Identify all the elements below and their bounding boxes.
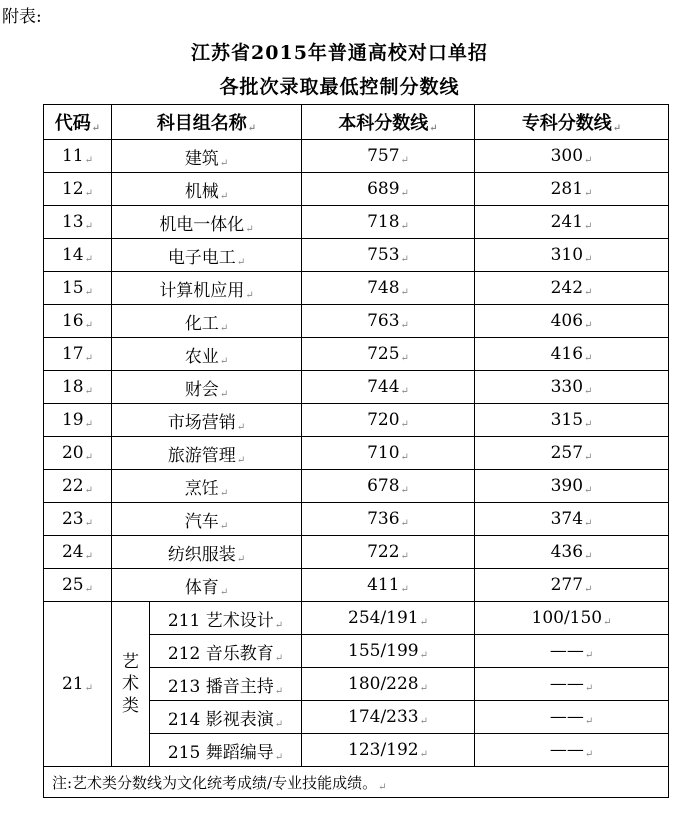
code-cell: 24↵ bbox=[44, 536, 112, 569]
art-category-label: 艺术类 bbox=[122, 652, 139, 716]
junior-score-cell: 241↵ bbox=[475, 206, 669, 239]
art-code-cell: 21↵ bbox=[44, 602, 112, 767]
group-name-cell: 旅游管理↵ bbox=[112, 437, 302, 470]
art-undergrad-score-cell: 254/191↵ bbox=[302, 602, 475, 635]
table-row bbox=[44, 536, 669, 569]
art-undergrad-score-cell: 174/233↵ bbox=[302, 701, 475, 734]
junior-score-cell: 310↵ bbox=[475, 239, 669, 272]
table-note: 注:艺术类分数线为文化统考成绩/专业技能成绩。↵ bbox=[44, 767, 669, 798]
group-name-cell: 电子电工↵ bbox=[112, 239, 302, 272]
code-cell: 16↵ bbox=[44, 305, 112, 338]
art-category-cell bbox=[112, 602, 150, 767]
junior-score-cell: 374↵ bbox=[475, 503, 669, 536]
art-undergrad-score-cell: 180/228↵ bbox=[302, 668, 475, 701]
code-cell: 19↵ bbox=[44, 404, 112, 437]
group-name-cell: 纺织服装↵ bbox=[112, 536, 302, 569]
undergrad-score-cell: 757↵ bbox=[302, 140, 475, 173]
art-subject-cell: 213 播音主持↵ bbox=[150, 668, 302, 701]
table-row bbox=[44, 569, 669, 602]
code-cell: 14↵ bbox=[44, 239, 112, 272]
junior-score-cell: 330↵ bbox=[475, 371, 669, 404]
undergrad-score-cell: 763↵ bbox=[302, 305, 475, 338]
junior-score-cell: 257↵ bbox=[475, 437, 669, 470]
group-name-cell: 机械↵ bbox=[112, 173, 302, 206]
table-row bbox=[44, 305, 669, 338]
document-subtitle: 各批次录取最低控制分数线 bbox=[219, 76, 460, 98]
table-row bbox=[44, 437, 669, 470]
group-name-cell: 计算机应用↵ bbox=[112, 272, 302, 305]
undergrad-score-cell: 748↵ bbox=[302, 272, 475, 305]
code-cell: 11↵ bbox=[44, 140, 112, 173]
code-cell: 13↵ bbox=[44, 206, 112, 239]
art-subject-cell: 214 影视表演↵ bbox=[150, 701, 302, 734]
undergrad-score-cell: 744↵ bbox=[302, 371, 475, 404]
junior-score-cell: 281↵ bbox=[475, 173, 669, 206]
code-cell: 15↵ bbox=[44, 272, 112, 305]
art-junior-score-cell: ——↵ bbox=[475, 701, 669, 734]
junior-score-cell: 390↵ bbox=[475, 470, 669, 503]
code-cell: 12↵ bbox=[44, 173, 112, 206]
header-group: 科目组名称↵ bbox=[112, 105, 302, 140]
code-cell: 23↵ bbox=[44, 503, 112, 536]
art-junior-score-cell: ——↵ bbox=[475, 635, 669, 668]
group-name-cell: 农业↵ bbox=[112, 338, 302, 371]
undergrad-score-cell: 689↵ bbox=[302, 173, 475, 206]
table-row bbox=[44, 404, 669, 437]
table-header-row bbox=[44, 105, 669, 140]
undergrad-score-cell: 720↵ bbox=[302, 404, 475, 437]
table-row bbox=[44, 206, 669, 239]
art-undergrad-score-cell: 155/199↵ bbox=[302, 635, 475, 668]
junior-score-cell: 242↵ bbox=[475, 272, 669, 305]
group-name-cell: 烹饪↵ bbox=[112, 470, 302, 503]
art-subject-cell: 212 音乐教育↵ bbox=[150, 635, 302, 668]
table-row bbox=[44, 140, 669, 173]
table-row bbox=[44, 470, 669, 503]
code-cell: 25↵ bbox=[44, 569, 112, 602]
junior-score-cell: 300↵ bbox=[475, 140, 669, 173]
art-subject-cell: 215 舞蹈编导↵ bbox=[150, 734, 302, 767]
undergrad-score-cell: 710↵ bbox=[302, 437, 475, 470]
code-cell: 17↵ bbox=[44, 338, 112, 371]
attachment-label: 附表: bbox=[2, 7, 42, 27]
art-junior-score-cell: ——↵ bbox=[475, 668, 669, 701]
document-title: 江苏省2015年普通高校对口单招 bbox=[191, 42, 488, 64]
undergrad-score-cell: 736↵ bbox=[302, 503, 475, 536]
undergrad-score-cell: 678↵ bbox=[302, 470, 475, 503]
code-cell: 20↵ bbox=[44, 437, 112, 470]
note-row bbox=[44, 767, 669, 798]
table-row bbox=[44, 338, 669, 371]
group-name-cell: 汽车↵ bbox=[112, 503, 302, 536]
group-name-cell: 体育↵ bbox=[112, 569, 302, 602]
art-subject-cell: 211 艺术设计↵ bbox=[150, 602, 302, 635]
header-code: 代码↵ bbox=[44, 105, 112, 140]
group-name-cell: 机电一体化↵ bbox=[112, 206, 302, 239]
table-row bbox=[44, 239, 669, 272]
art-junior-score-cell: 100/150↵ bbox=[475, 602, 669, 635]
art-junior-score-cell: ——↵ bbox=[475, 734, 669, 767]
table-row bbox=[44, 173, 669, 206]
header-junior: 专科分数线↵ bbox=[475, 105, 669, 140]
table-row bbox=[44, 272, 669, 305]
group-name-cell: 市场营销↵ bbox=[112, 404, 302, 437]
undergrad-score-cell: 722↵ bbox=[302, 536, 475, 569]
table-row bbox=[44, 503, 669, 536]
art-table-row bbox=[44, 602, 669, 635]
undergrad-score-cell: 725↵ bbox=[302, 338, 475, 371]
group-name-cell: 化工↵ bbox=[112, 305, 302, 338]
code-cell: 22↵ bbox=[44, 470, 112, 503]
art-undergrad-score-cell: 123/192↵ bbox=[302, 734, 475, 767]
undergrad-score-cell: 718↵ bbox=[302, 206, 475, 239]
junior-score-cell: 416↵ bbox=[475, 338, 669, 371]
group-name-cell: 财会↵ bbox=[112, 371, 302, 404]
junior-score-cell: 436↵ bbox=[475, 536, 669, 569]
undergrad-score-cell: 411↵ bbox=[302, 569, 475, 602]
table-row bbox=[44, 371, 669, 404]
junior-score-cell: 315↵ bbox=[475, 404, 669, 437]
header-undergrad: 本科分数线↵ bbox=[302, 105, 475, 140]
code-cell: 18↵ bbox=[44, 371, 112, 404]
junior-score-cell: 406↵ bbox=[475, 305, 669, 338]
undergrad-score-cell: 753↵ bbox=[302, 239, 475, 272]
score-table bbox=[43, 104, 669, 798]
junior-score-cell: 277↵ bbox=[475, 569, 669, 602]
group-name-cell: 建筑↵ bbox=[112, 140, 302, 173]
